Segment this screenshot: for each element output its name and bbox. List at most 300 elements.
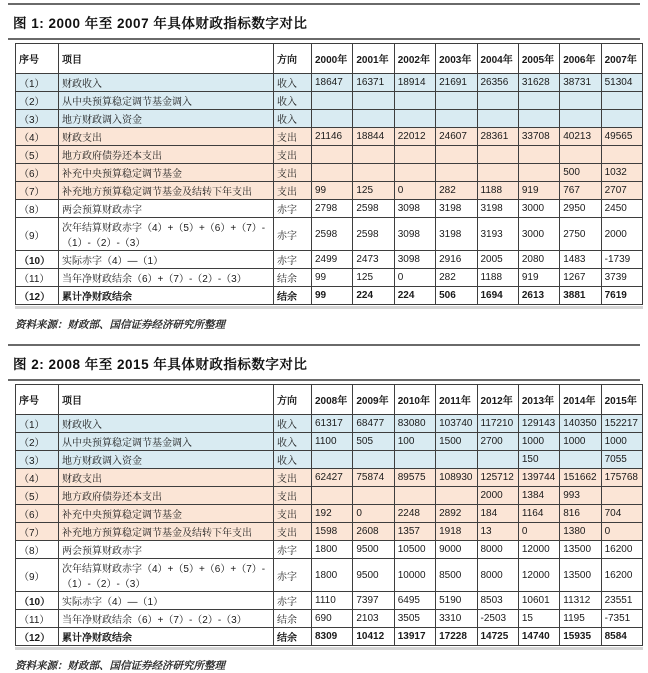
- cell-value: 40213: [560, 128, 601, 146]
- cell-value: 3739: [601, 269, 642, 287]
- row-item: 当年净财政结余（6）+（7）-（2）-（3）: [59, 269, 274, 287]
- row-serial: （8）: [16, 541, 59, 559]
- fiscal-table-2000-2007: [15, 43, 643, 305]
- column-header-1: 项目: [59, 385, 274, 415]
- column-header-9: 2006年: [560, 44, 601, 74]
- cell-value: 0: [353, 505, 394, 523]
- cell-value: [477, 451, 518, 469]
- row-serial: （3）: [16, 451, 59, 469]
- cell-value: 506: [436, 287, 477, 305]
- cell-value: [477, 92, 518, 110]
- cell-value: 3198: [436, 200, 477, 218]
- row-item: 补充地方预算稳定调节基金及结转下年支出: [59, 182, 274, 200]
- cell-value: [518, 146, 559, 164]
- cell-value: [312, 92, 353, 110]
- row-serial: （7）: [16, 182, 59, 200]
- cell-value: 152217: [601, 415, 642, 433]
- cell-value: 33708: [518, 128, 559, 146]
- cell-value: 23551: [601, 592, 642, 610]
- column-header-8: 2005年: [518, 44, 559, 74]
- cell-value: 8584: [601, 628, 642, 646]
- table-row: [16, 592, 643, 610]
- cell-value: 2700: [477, 433, 518, 451]
- cell-value: 150: [518, 451, 559, 469]
- row-serial: （5）: [16, 487, 59, 505]
- cell-value: [601, 110, 642, 128]
- cell-value: 89575: [394, 469, 435, 487]
- row-direction: 结余: [274, 287, 312, 305]
- cell-value: [436, 164, 477, 182]
- cell-value: 1598: [312, 523, 353, 541]
- row-serial: （1）: [16, 74, 59, 92]
- title-divider: [8, 38, 640, 40]
- column-header-0: 序号: [16, 385, 59, 415]
- cell-value: 8309: [312, 628, 353, 646]
- row-direction: 收入: [274, 415, 312, 433]
- row-serial: （11）: [16, 269, 59, 287]
- column-header-7: 2012年: [477, 385, 518, 415]
- row-item: 实际赤字（4）—（1）: [59, 592, 274, 610]
- cell-value: [353, 451, 394, 469]
- column-header-2: 方向: [274, 385, 312, 415]
- cell-value: 224: [394, 287, 435, 305]
- cell-value: 184: [477, 505, 518, 523]
- table-bottom-shadow: [15, 647, 643, 650]
- cell-value: 38731: [560, 74, 601, 92]
- cell-value: 1000: [518, 433, 559, 451]
- cell-value: 919: [518, 269, 559, 287]
- cell-value: 282: [436, 182, 477, 200]
- row-serial: （4）: [16, 469, 59, 487]
- cell-value: 1483: [560, 251, 601, 269]
- cell-value: 1000: [560, 433, 601, 451]
- cell-value: 16371: [353, 74, 394, 92]
- column-header-6: 2003年: [436, 44, 477, 74]
- cell-value: 24607: [436, 128, 477, 146]
- row-serial: （6）: [16, 505, 59, 523]
- table-header-row: [16, 385, 643, 415]
- column-header-4: 2009年: [353, 385, 394, 415]
- cell-value: [394, 164, 435, 182]
- table-row: [16, 523, 643, 541]
- cell-value: 16200: [601, 559, 642, 592]
- cell-value: [312, 164, 353, 182]
- cell-value: 83080: [394, 415, 435, 433]
- row-item: 次年结算财政赤字（4）+（5）+（6）+（7）-（1）-（2）-（3）: [59, 559, 274, 592]
- cell-value: 10000: [394, 559, 435, 592]
- cell-value: 3198: [477, 200, 518, 218]
- cell-value: 3000: [518, 218, 559, 251]
- cell-value: [394, 92, 435, 110]
- cell-value: 2608: [353, 523, 394, 541]
- table-row: [16, 251, 643, 269]
- cell-value: 68477: [353, 415, 394, 433]
- cell-value: 2950: [560, 200, 601, 218]
- cell-value: 10601: [518, 592, 559, 610]
- figure-2-source: 资料来源：财政部、国信证券经济研究所整理: [15, 661, 225, 672]
- table-row: [16, 74, 643, 92]
- cell-value: [560, 110, 601, 128]
- cell-value: [436, 92, 477, 110]
- cell-value: 103740: [436, 415, 477, 433]
- row-direction: 支出: [274, 505, 312, 523]
- column-header-7: 2004年: [477, 44, 518, 74]
- cell-value: 2000: [477, 487, 518, 505]
- cell-value: 3505: [394, 610, 435, 628]
- row-direction: 支出: [274, 164, 312, 182]
- column-header-10: 2007年: [601, 44, 642, 74]
- row-direction: 支出: [274, 487, 312, 505]
- cell-value: 1032: [601, 164, 642, 182]
- row-item: 财政收入: [59, 415, 274, 433]
- cell-value: [601, 487, 642, 505]
- cell-value: [353, 110, 394, 128]
- cell-value: 1918: [436, 523, 477, 541]
- cell-value: 61317: [312, 415, 353, 433]
- cell-value: 139744: [518, 469, 559, 487]
- cell-value: [436, 110, 477, 128]
- cell-value: 18844: [353, 128, 394, 146]
- cell-value: [353, 92, 394, 110]
- row-serial: （9）: [16, 218, 59, 251]
- cell-value: 10500: [394, 541, 435, 559]
- row-direction: 收入: [274, 451, 312, 469]
- figure-1-source: 资料来源：财政部、国信证券经济研究所整理: [15, 320, 225, 331]
- cell-value: [601, 146, 642, 164]
- cell-value: 175768: [601, 469, 642, 487]
- cell-value: 2103: [353, 610, 394, 628]
- cell-value: 1267: [560, 269, 601, 287]
- cell-value: 11312: [560, 592, 601, 610]
- cell-value: 2598: [353, 218, 394, 251]
- column-header-1: 项目: [59, 44, 274, 74]
- row-direction: 赤字: [274, 218, 312, 251]
- column-header-3: 2000年: [312, 44, 353, 74]
- cell-value: 1500: [436, 433, 477, 451]
- cell-value: [312, 110, 353, 128]
- cell-value: 100: [394, 433, 435, 451]
- column-header-6: 2011年: [436, 385, 477, 415]
- row-serial: （11）: [16, 610, 59, 628]
- cell-value: 2450: [601, 200, 642, 218]
- table-row: [16, 610, 643, 628]
- column-header-0: 序号: [16, 44, 59, 74]
- column-header-5: 2010年: [394, 385, 435, 415]
- table-row: [16, 164, 643, 182]
- cell-value: 21146: [312, 128, 353, 146]
- cell-value: -7351: [601, 610, 642, 628]
- cell-value: 10412: [353, 628, 394, 646]
- table-row: [16, 146, 643, 164]
- table-row: [16, 541, 643, 559]
- cell-value: 28361: [477, 128, 518, 146]
- cell-value: 1000: [601, 433, 642, 451]
- cell-value: 3193: [477, 218, 518, 251]
- cell-value: -2503: [477, 610, 518, 628]
- cell-value: [436, 146, 477, 164]
- cell-value: 125: [353, 269, 394, 287]
- figure-1-title: 图 1: 2000 年至 2007 年具体财政指标数字对比: [13, 16, 308, 31]
- row-item: 从中央预算稳定调节基金调入: [59, 433, 274, 451]
- cell-value: 2248: [394, 505, 435, 523]
- cell-value: [560, 92, 601, 110]
- cell-value: 993: [560, 487, 601, 505]
- row-item: 地方财政调入资金: [59, 451, 274, 469]
- cell-value: 125: [353, 182, 394, 200]
- cell-value: [353, 487, 394, 505]
- cell-value: 5190: [436, 592, 477, 610]
- cell-value: 2005: [477, 251, 518, 269]
- cell-value: [477, 146, 518, 164]
- cell-value: 7397: [353, 592, 394, 610]
- cell-value: 3098: [394, 200, 435, 218]
- cell-value: 7055: [601, 451, 642, 469]
- table-body: [16, 74, 643, 305]
- cell-value: [394, 451, 435, 469]
- cell-value: 3198: [436, 218, 477, 251]
- cell-value: 49565: [601, 128, 642, 146]
- row-serial: （9）: [16, 559, 59, 592]
- cell-value: 13: [477, 523, 518, 541]
- row-direction: 结余: [274, 610, 312, 628]
- cell-value: 3098: [394, 218, 435, 251]
- cell-value: [394, 146, 435, 164]
- row-item: 实际赤字（4）—（1）: [59, 251, 274, 269]
- table-row: [16, 415, 643, 433]
- cell-value: 14725: [477, 628, 518, 646]
- table-row: [16, 628, 643, 646]
- cell-value: [477, 164, 518, 182]
- row-item: 当年净财政结余（6）+（7）-（2）-（3）: [59, 610, 274, 628]
- row-serial: （12）: [16, 287, 59, 305]
- row-direction: 收入: [274, 110, 312, 128]
- cell-value: 1188: [477, 182, 518, 200]
- cell-value: 0: [394, 269, 435, 287]
- cell-value: 0: [518, 523, 559, 541]
- cell-value: 1195: [560, 610, 601, 628]
- cell-value: 16200: [601, 541, 642, 559]
- cell-value: [518, 164, 559, 182]
- cell-value: 13500: [560, 559, 601, 592]
- title-divider: [8, 379, 640, 381]
- cell-value: 2916: [436, 251, 477, 269]
- cell-value: 767: [560, 182, 601, 200]
- row-direction: 赤字: [274, 541, 312, 559]
- cell-value: [312, 487, 353, 505]
- cell-value: [560, 451, 601, 469]
- cell-value: 3881: [560, 287, 601, 305]
- row-item: 从中央预算稳定调节基金调入: [59, 92, 274, 110]
- row-item: 两会预算财政赤字: [59, 200, 274, 218]
- column-header-5: 2002年: [394, 44, 435, 74]
- cell-value: 2473: [353, 251, 394, 269]
- cell-value: 13500: [560, 541, 601, 559]
- cell-value: 18914: [394, 74, 435, 92]
- row-serial: （12）: [16, 628, 59, 646]
- cell-value: [518, 110, 559, 128]
- cell-value: 21691: [436, 74, 477, 92]
- cell-value: 2598: [312, 218, 353, 251]
- table-row: [16, 469, 643, 487]
- column-header-2: 方向: [274, 44, 312, 74]
- cell-value: 919: [518, 182, 559, 200]
- table-header-row: [16, 44, 643, 74]
- row-direction: 支出: [274, 523, 312, 541]
- row-item: 累计净财政结余: [59, 287, 274, 305]
- cell-value: 1694: [477, 287, 518, 305]
- cell-value: 3310: [436, 610, 477, 628]
- column-header-9: 2014年: [560, 385, 601, 415]
- cell-value: 17228: [436, 628, 477, 646]
- cell-value: 2613: [518, 287, 559, 305]
- cell-value: 282: [436, 269, 477, 287]
- cell-value: [436, 451, 477, 469]
- row-direction: 收入: [274, 433, 312, 451]
- cell-value: 26356: [477, 74, 518, 92]
- cell-value: 0: [394, 182, 435, 200]
- row-direction: 收入: [274, 92, 312, 110]
- cell-value: 690: [312, 610, 353, 628]
- table-head: [16, 385, 643, 415]
- cell-value: [518, 92, 559, 110]
- column-header-3: 2008年: [312, 385, 353, 415]
- cell-value: 2598: [353, 200, 394, 218]
- row-item: 财政支出: [59, 469, 274, 487]
- cell-value: 22012: [394, 128, 435, 146]
- cell-value: 8503: [477, 592, 518, 610]
- row-serial: （4）: [16, 128, 59, 146]
- cell-value: 14740: [518, 628, 559, 646]
- row-serial: （8）: [16, 200, 59, 218]
- cell-value: -1739: [601, 251, 642, 269]
- row-serial: （1）: [16, 415, 59, 433]
- row-serial: （10）: [16, 592, 59, 610]
- cell-value: 8000: [477, 559, 518, 592]
- table-row: [16, 451, 643, 469]
- row-serial: （3）: [16, 110, 59, 128]
- cell-value: [312, 451, 353, 469]
- cell-value: 2080: [518, 251, 559, 269]
- cell-value: 1188: [477, 269, 518, 287]
- cell-value: 3000: [518, 200, 559, 218]
- row-item: 补充地方预算稳定调节基金及结转下年支出: [59, 523, 274, 541]
- cell-value: [601, 92, 642, 110]
- table-row: [16, 287, 643, 305]
- cell-value: 9000: [436, 541, 477, 559]
- row-direction: 赤字: [274, 592, 312, 610]
- cell-value: 1380: [560, 523, 601, 541]
- cell-value: 62427: [312, 469, 353, 487]
- row-direction: 结余: [274, 628, 312, 646]
- cell-value: 1800: [312, 559, 353, 592]
- row-serial: （2）: [16, 433, 59, 451]
- row-item: 财政支出: [59, 128, 274, 146]
- cell-value: [436, 487, 477, 505]
- cell-value: 224: [353, 287, 394, 305]
- cell-value: 1164: [518, 505, 559, 523]
- table-row: [16, 218, 643, 251]
- cell-value: 7619: [601, 287, 642, 305]
- row-item: 地方政府债券还本支出: [59, 487, 274, 505]
- row-item: 累计净财政结余: [59, 628, 274, 646]
- cell-value: 2798: [312, 200, 353, 218]
- cell-value: 1800: [312, 541, 353, 559]
- column-header-4: 2001年: [353, 44, 394, 74]
- row-item: 地方财政调入资金: [59, 110, 274, 128]
- cell-value: [560, 146, 601, 164]
- cell-value: 2750: [560, 218, 601, 251]
- figure-2: [8, 344, 640, 673]
- column-header-8: 2013年: [518, 385, 559, 415]
- row-serial: （7）: [16, 523, 59, 541]
- cell-value: 140350: [560, 415, 601, 433]
- table-row: [16, 433, 643, 451]
- table-row: [16, 559, 643, 592]
- table-row: [16, 505, 643, 523]
- cell-value: 2707: [601, 182, 642, 200]
- cell-value: 2000: [601, 218, 642, 251]
- cell-value: 18647: [312, 74, 353, 92]
- cell-value: 51304: [601, 74, 642, 92]
- row-serial: （10）: [16, 251, 59, 269]
- row-direction: 收入: [274, 74, 312, 92]
- cell-value: [353, 146, 394, 164]
- cell-value: 500: [560, 164, 601, 182]
- cell-value: 12000: [518, 559, 559, 592]
- cell-value: 15: [518, 610, 559, 628]
- cell-value: 15935: [560, 628, 601, 646]
- row-item: 补充中央预算稳定调节基金: [59, 505, 274, 523]
- cell-value: 9500: [353, 559, 394, 592]
- cell-value: 505: [353, 433, 394, 451]
- row-direction: 结余: [274, 269, 312, 287]
- table-head: [16, 44, 643, 74]
- table-wrapper: [15, 384, 640, 646]
- cell-value: [353, 164, 394, 182]
- row-direction: 赤字: [274, 559, 312, 592]
- cell-value: 108930: [436, 469, 477, 487]
- cell-value: 99: [312, 269, 353, 287]
- cell-value: 1100: [312, 433, 353, 451]
- table-wrapper: [15, 43, 640, 305]
- cell-value: 1110: [312, 592, 353, 610]
- row-direction: 支出: [274, 146, 312, 164]
- table-row: [16, 269, 643, 287]
- row-item: 次年结算财政赤字（4）+（5）+（6）+（7）-（1）-（2）-（3）: [59, 218, 274, 251]
- cell-value: 125712: [477, 469, 518, 487]
- row-direction: 支出: [274, 128, 312, 146]
- cell-value: 31628: [518, 74, 559, 92]
- cell-value: 99: [312, 287, 353, 305]
- cell-value: 3098: [394, 251, 435, 269]
- table-row: [16, 128, 643, 146]
- cell-value: 704: [601, 505, 642, 523]
- row-direction: 赤字: [274, 251, 312, 269]
- row-item: 财政收入: [59, 74, 274, 92]
- cell-value: 2499: [312, 251, 353, 269]
- cell-value: 8500: [436, 559, 477, 592]
- table-body: [16, 415, 643, 646]
- table-row: [16, 182, 643, 200]
- cell-value: 1357: [394, 523, 435, 541]
- cell-value: 0: [601, 523, 642, 541]
- cell-value: [312, 146, 353, 164]
- cell-value: 6495: [394, 592, 435, 610]
- row-item: 补充中央预算稳定调节基金: [59, 164, 274, 182]
- cell-value: 12000: [518, 541, 559, 559]
- row-item: 地方政府债券还本支出: [59, 146, 274, 164]
- cell-value: 99: [312, 182, 353, 200]
